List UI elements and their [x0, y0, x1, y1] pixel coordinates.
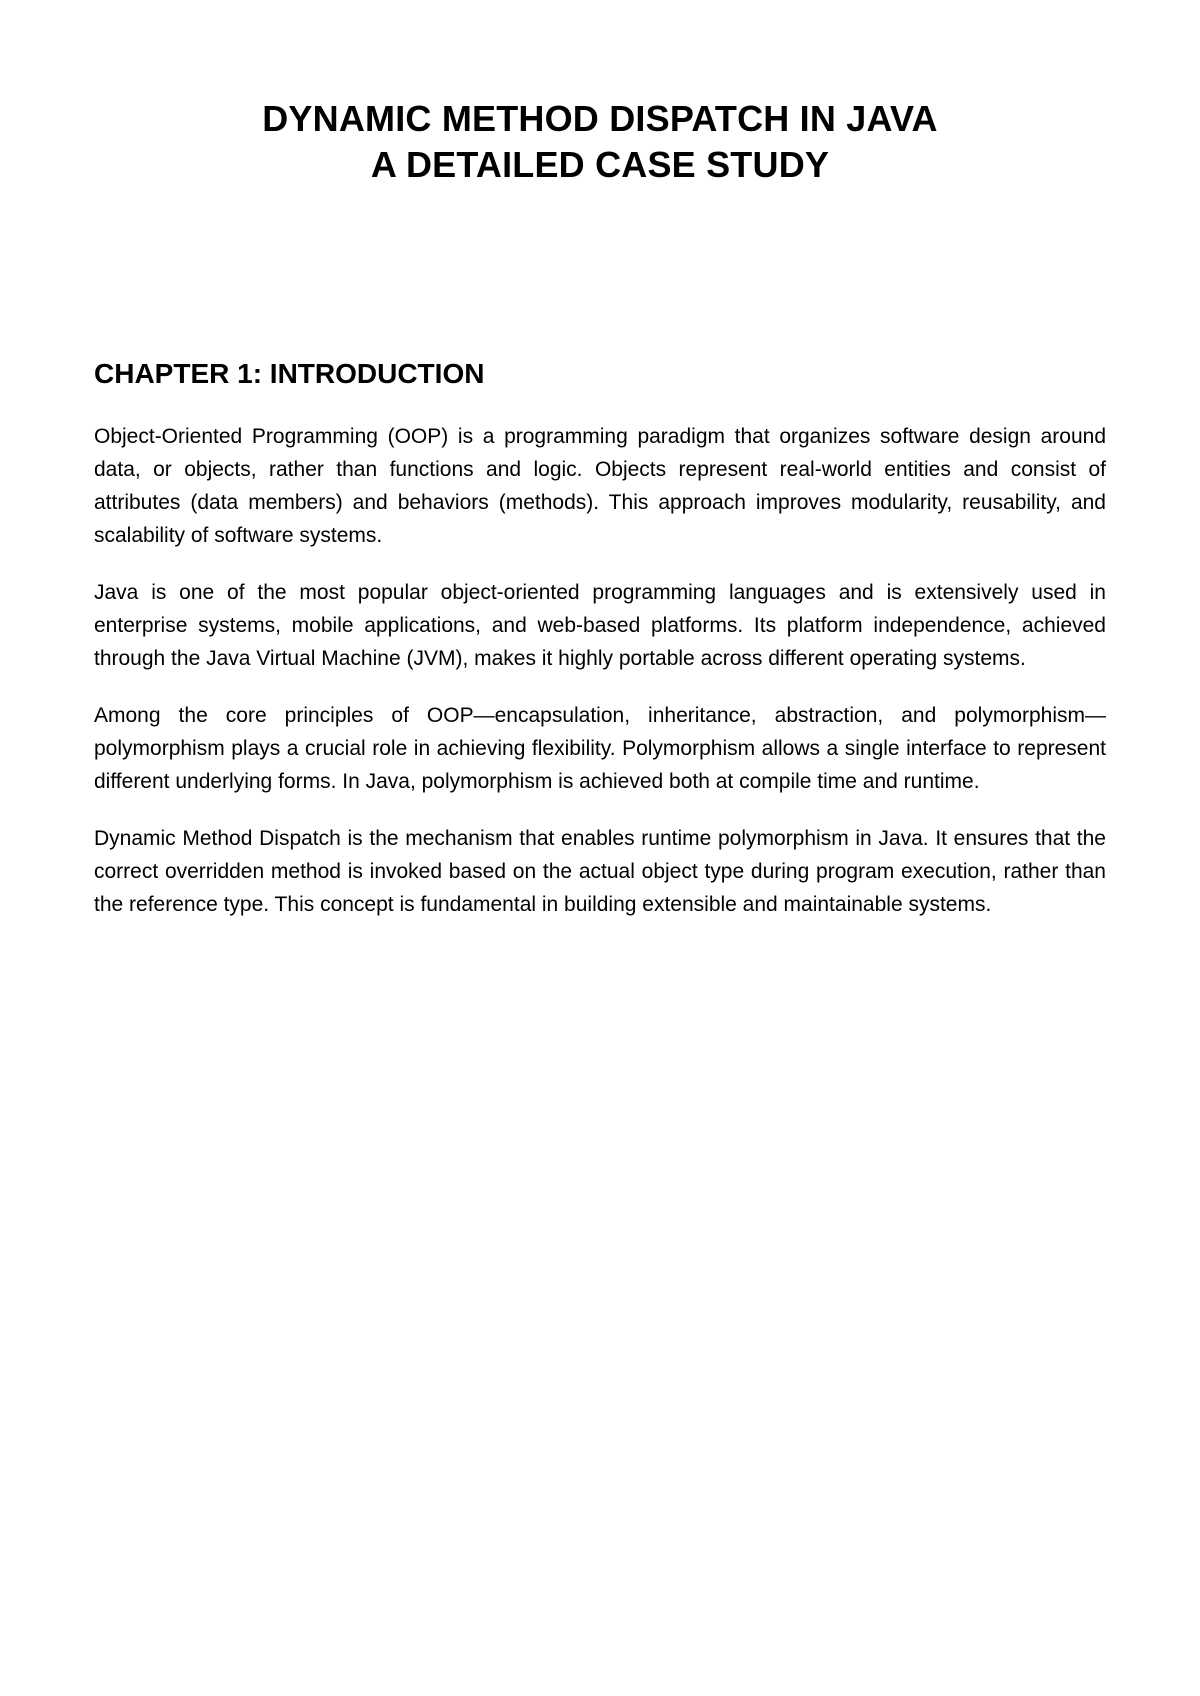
title-line-1: DYNAMIC METHOD DISPATCH IN JAVA [262, 98, 938, 139]
chapter-heading: CHAPTER 1: INTRODUCTION [94, 358, 485, 389]
paragraph-dynamic-dispatch: Dynamic Method Dispatch is the mechanism that enables runtime polymorphism in Java. It ensures that the correct overridden method is invoked based on the actual object type during program execution, rather than the reference type. This concept is fundamental in building extensible and maintainable systems. [94, 827, 1106, 916]
paragraph-java-overview: Java is one of the most popular object-oriented programming languages and is extensively used in enterprise systems, mobile applications, and web-based platforms. Its platform independence, achieved through the Java Virtual Machine (JVM), makes it highly portable across different operating systems. [94, 581, 1106, 670]
chapter-body [94, 420, 1106, 945]
paragraph-polymorphism: Among the core principles of OOP—encapsulation, inheritance, abstraction, and polymorphism—polymorphism plays a crucial role in achieving flexibility. Polymorphism allows a single interface to represent different underlying forms. In Java, polymorphism is achieved both at compile time and runtime. [94, 704, 1106, 793]
document-title [0, 96, 1200, 188]
title-line-2: A DETAILED CASE STUDY [370, 144, 830, 185]
paragraph-oop-overview: Object-Oriented Programming (OOP) is a programming paradigm that organizes software design around data, or objects, rather than functions and logic. Objects represent real-world entities and consist of attributes (data members) and behaviors (methods). This approach improves modularity, reusability, and scalability of software systems. [94, 425, 1106, 547]
